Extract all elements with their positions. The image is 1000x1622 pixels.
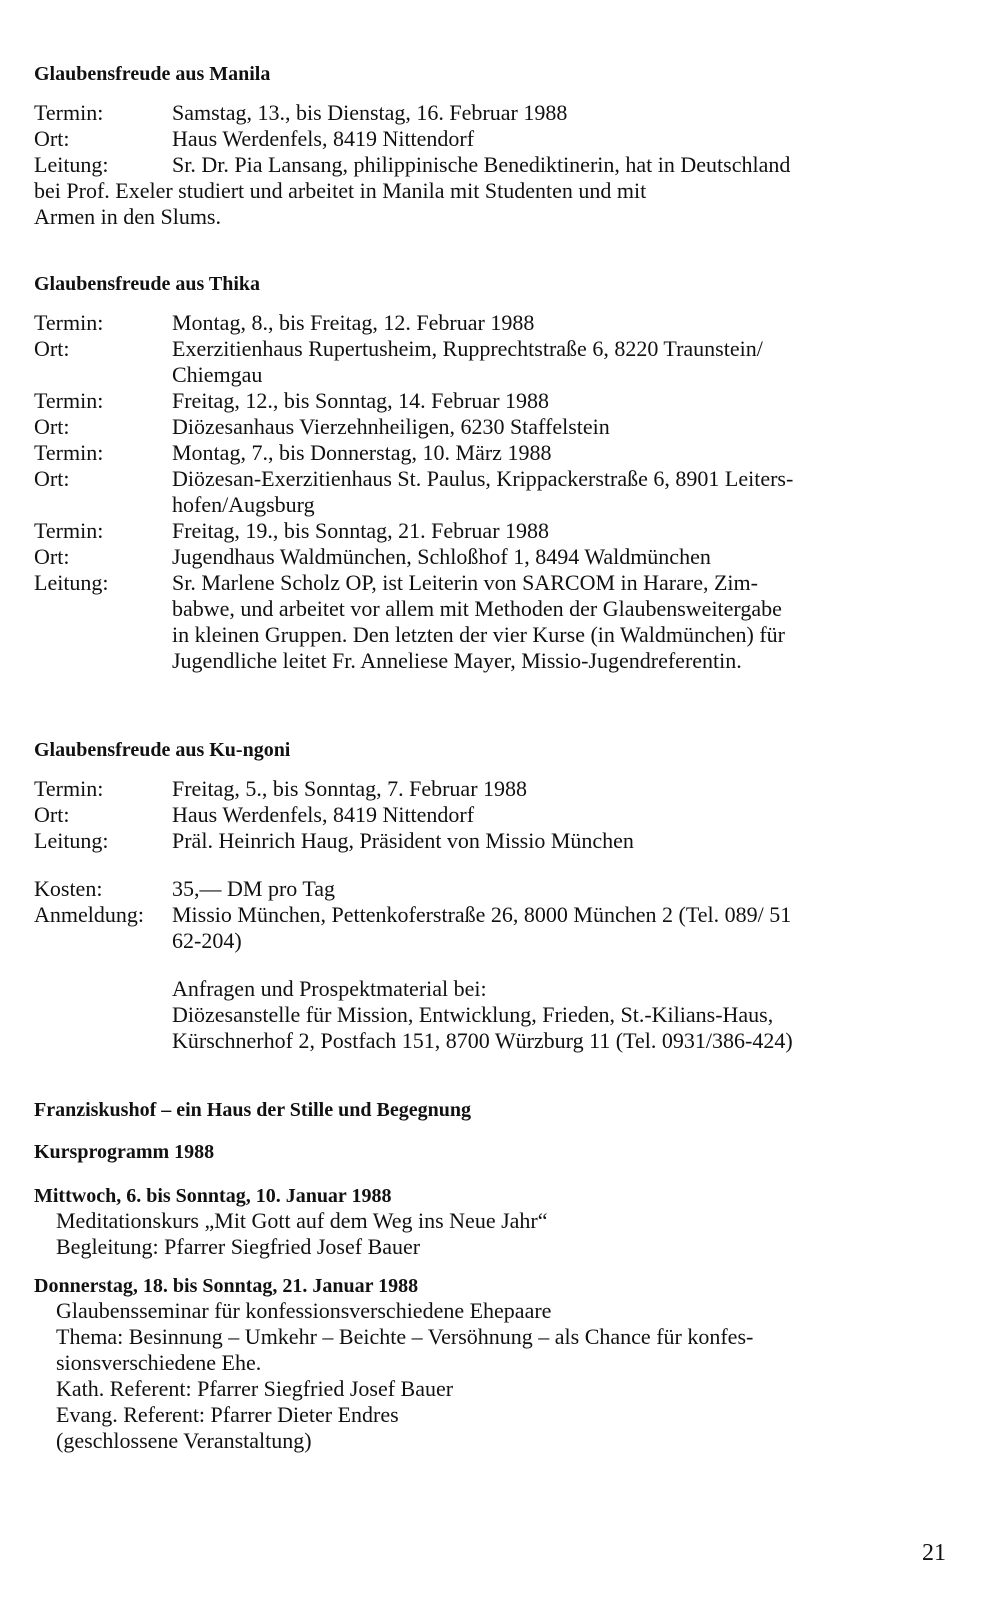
- label-termin: Termin:: [34, 776, 104, 801]
- section-title: Glaubensfreude aus Manila: [34, 63, 271, 85]
- anmeldung-value: Missio München, Pettenkoferstraße 26, 8000 München 2 (Tel. 089/ 51: [172, 902, 792, 927]
- leitung-value: Sr. Marlene Scholz OP, ist Leiterin von SARCOM in Harare, Zim-: [172, 570, 758, 595]
- anmeldung-continuation: 62-204): [172, 928, 242, 953]
- section-title: Glaubensfreude aus Ku-ngoni: [34, 739, 291, 761]
- anfragen-line: Diözesanstelle für Mission, Entwicklung, Frieden, St.-Kilians-Haus,: [172, 1002, 774, 1027]
- label-termin: Termin:: [34, 440, 104, 465]
- ort-value: Haus Werdenfels, 8419 Nittendorf: [172, 126, 475, 151]
- termin-value: Samstag, 13., bis Dienstag, 16. Februar 1988: [172, 100, 568, 125]
- course-line: Evang. Referent: Pfarrer Dieter Endres: [56, 1402, 399, 1427]
- course-line: Kath. Referent: Pfarrer Siegfried Josef Bauer: [56, 1376, 454, 1401]
- label-ort: Ort:: [34, 126, 70, 151]
- course-date: Donnerstag, 18. bis Sonntag, 21. Januar 1988: [34, 1275, 419, 1297]
- kosten-value: 35,— DM pro Tag: [172, 876, 336, 901]
- leitung-line: Armen in den Slums.: [34, 204, 221, 229]
- termin-value: Freitag, 19., bis Sonntag, 21. Februar 1988: [172, 518, 550, 543]
- anfragen-line: Kürschnerhof 2, Postfach 151, 8700 Würzburg 11 (Tel. 0931/386-424): [172, 1028, 793, 1053]
- leitung-line: babwe, und arbeitet vor allem mit Methoden der Glaubensweitergabe: [172, 596, 782, 621]
- termin-value: Freitag, 5., bis Sonntag, 7. Februar 1988: [172, 776, 528, 801]
- label-termin: Termin:: [34, 518, 104, 543]
- section-kungoni: [34, 738, 954, 854]
- ort-value: Jugendhaus Waldmünchen, Schloßhof 1, 8494 Waldmünchen: [172, 544, 711, 569]
- course-date: Mittwoch, 6. bis Sonntag, 10. Januar 1988: [34, 1185, 392, 1207]
- label-ort: Ort:: [34, 336, 70, 361]
- label-ort: Ort:: [34, 414, 70, 439]
- leitung-line: Jugendliche leitet Fr. Anneliese Mayer, Missio-Jugendreferentin.: [172, 648, 742, 673]
- label-termin: Termin:: [34, 310, 104, 335]
- termin-value: Montag, 7., bis Donnerstag, 10. März 1988: [172, 440, 552, 465]
- termin-value: Montag, 8., bis Freitag, 12. Februar 1988: [172, 310, 535, 335]
- section-subtitle: Kursprogramm 1988: [34, 1141, 215, 1163]
- ort-continuation: hofen/Augsburg: [172, 492, 315, 517]
- label-ort: Ort:: [34, 802, 70, 827]
- course-line: Meditationskurs „Mit Gott auf dem Weg ins Neue Jahr“: [56, 1208, 548, 1233]
- ort-value: Exerzitienhaus Rupertusheim, Rupprechtstraße 6, 8220 Traunstein/: [172, 336, 763, 361]
- label-kosten: Kosten:: [34, 876, 103, 901]
- section-franziskushof: [34, 1098, 954, 1454]
- anfragen-line: Anfragen und Prospektmaterial bei:: [172, 976, 487, 1001]
- leitung-value: Präl. Heinrich Haug, Präsident von Missio München: [172, 828, 634, 853]
- section-registration: [34, 876, 954, 1054]
- termin-value: Freitag, 12., bis Sonntag, 14. Februar 1988: [172, 388, 550, 413]
- leitung-value: Sr. Dr. Pia Lansang, philippinische Benediktinerin, hat in Deutschland: [172, 152, 791, 177]
- section-title: Franziskushof – ein Haus der Stille und Begegnung: [34, 1099, 471, 1121]
- page-number: 21: [922, 1540, 946, 1566]
- leitung-line: bei Prof. Exeler studiert und arbeitet in Manila mit Studenten und mit: [34, 178, 647, 203]
- ort-value: Diözesan-Exerzitienhaus St. Paulus, Krippackerstraße 6, 8901 Leiters-: [172, 466, 794, 491]
- ort-continuation: Chiemgau: [172, 362, 263, 387]
- course-line: Thema: Besinnung – Umkehr – Beichte – Versöhnung – als Chance für konfes-: [56, 1324, 754, 1349]
- label-ort: Ort:: [34, 466, 70, 491]
- course-line: Begleitung: Pfarrer Siegfried Josef Bauer: [56, 1234, 421, 1259]
- label-ort: Ort:: [34, 544, 70, 569]
- course-line: (geschlossene Veranstaltung): [56, 1428, 312, 1453]
- leitung-line: in kleinen Gruppen. Den letzten der vier Kurse (in Waldmünchen) für: [172, 622, 786, 647]
- ort-value: Haus Werdenfels, 8419 Nittendorf: [172, 802, 475, 827]
- label-leitung: Leitung:: [34, 152, 109, 177]
- label-anmeldung: Anmeldung:: [34, 902, 144, 927]
- label-leitung: Leitung:: [34, 828, 109, 853]
- course-line: Glaubensseminar für konfessionsverschiedene Ehepaare: [56, 1298, 552, 1323]
- section-title: Glaubensfreude aus Thika: [34, 273, 261, 295]
- label-leitung: Leitung:: [34, 570, 109, 595]
- ort-value: Diözesanhaus Vierzehnheiligen, 6230 Staffelstein: [172, 414, 610, 439]
- course-line: sionsverschiedene Ehe.: [56, 1350, 262, 1375]
- section-thika: [34, 272, 954, 674]
- section-manila: [34, 62, 954, 230]
- label-termin: Termin:: [34, 100, 104, 125]
- label-termin: Termin:: [34, 388, 104, 413]
